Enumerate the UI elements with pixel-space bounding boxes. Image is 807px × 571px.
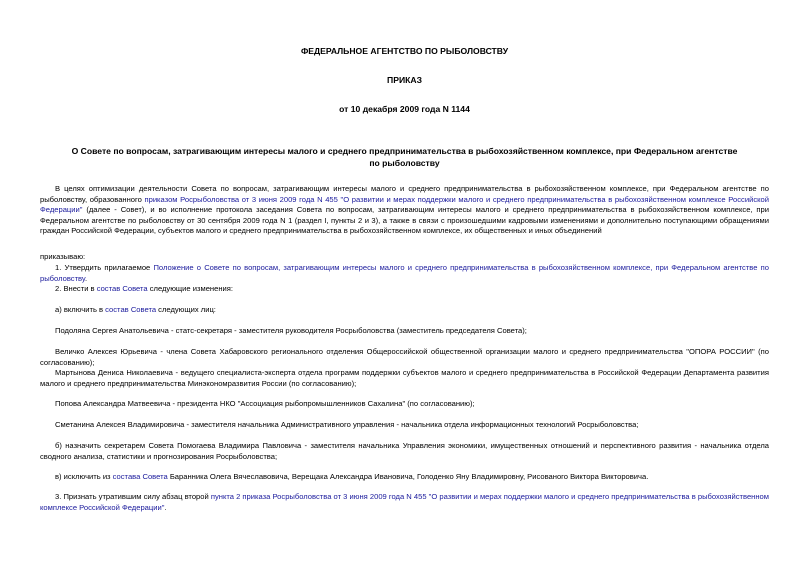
preamble-text-2: (далее - Совет), и во исполнение протокола заседания Совета по вопросам, затрагивающим интересы малого и среднего предпринимательства в рыбохозяйственном комплексе, при Федеральном агентстве по рыболовству от 30 сентября 2009 года N 1 (раздел I, пункты 2 и 3), а также в связи с произошедшими кадровыми изменениями и дополнительно поступающими обращениями граждан Российской Федерации, субъектов малого и среднего предпринимательства в рыбохозяйственном комплексе, их общественных и иных объединений xyxy=(40,205,769,236)
person-podolyan: Подоляна Сергея Анатольевича - статс-секретаря - заместителя руководителя Росрыболовства (заместитель председателя Совета); xyxy=(55,326,527,335)
item-2v xyxy=(40,472,769,483)
item-1 xyxy=(40,263,769,284)
item-2-text-2: следующие изменения: xyxy=(147,284,233,293)
regulation-link[interactable]: Положение о Совете по вопросам, затрагивающим интересы малого и среднего предпринимательства в рыбохозяйственном комплексе, при Федеральном агентстве по рыболовству xyxy=(40,263,769,283)
item-2b: б) назначить секретарем Совета Помогаева Владимира Павловича - заместителя начальника Управления экономики, имущественных отношений и перспективного развития - начальника отдела сводного анализа, статистики и прогнозирования Росрыболовства; xyxy=(40,441,769,461)
item-3-text-1: 3. Признать утратившим силу абзац второй xyxy=(55,492,211,501)
council-composition-link[interactable]: состав Совета xyxy=(105,305,157,314)
item-2a xyxy=(40,305,769,316)
item-2-text-1: 2. Внести в xyxy=(55,284,97,293)
item-3-text-2: . xyxy=(164,502,167,512)
item-2a-text-2: следующих лиц: xyxy=(156,305,216,314)
doc-type: ПРИКАЗ xyxy=(387,75,422,85)
council-composition-link[interactable]: состава Совета xyxy=(112,472,168,481)
council-composition-link[interactable]: состав Совета xyxy=(96,284,148,293)
order-455-link[interactable]: приказом Росрыболовства от 3 июня 2009 года N 455 "О развитии и мерах поддержки малого и среднего предпринимательства в рыбохозяйственном комплексе Российской Федерации" xyxy=(40,194,769,215)
item-2v-text-2: Баранника Олега Вячеславовича, Верещака Александра Ивановича, Голоденко Яну Владимировну, Рисованого Виктора Викторовича. xyxy=(167,472,649,481)
agency-name: ФЕДЕРАЛЬНОЕ АГЕНТСТВО ПО РЫБОЛОВСТВУ xyxy=(300,46,509,56)
order-word: приказываю: xyxy=(40,252,86,261)
item-3 xyxy=(40,492,769,513)
preamble xyxy=(40,184,769,237)
preamble-text-1: В целях оптимизации деятельности Совета по вопросам, затрагивающим интересы малого и среднего предпринимательства в рыбохозяйственном комплексе, при Федеральном агентстве по рыболовству, образованного xyxy=(40,184,769,204)
person-smetanin: Сметанина Алексея Владимировича - заместителя начальника Административного управления - начальника отдела информационных технологий Росрыболовства; xyxy=(55,420,639,429)
item-2 xyxy=(40,284,769,295)
item-1-text-2: . xyxy=(84,273,88,283)
item-1-text-1: 1. Утвердить прилагаемое xyxy=(55,263,154,272)
document-title: О Совете по вопросам, затрагивающим интересы малого и среднего предпринимательства в рыбохозяйственном комплексе, при Федеральном агентстве по рыболовству xyxy=(71,146,738,168)
doc-date-number: от 10 декабря 2009 года N 1144 xyxy=(339,104,470,114)
person-martynov: Мартынова Дениса Николаевича - ведущего специалиста-эксперта отдела программ поддержки субъектов малого и среднего предпринимательства в Российской Федерации Департамента развития малого и среднего предпринимательства Минэкономразвития России (по согласованию); xyxy=(40,368,769,388)
item-2a-text-1: а) включить в xyxy=(55,305,106,314)
person-popov: Попова Александра Матвеевича - президента НКО "Ассоциация рыбопромышленников Сахалина" (по согласованию); xyxy=(55,399,475,408)
order-455-point-2-link[interactable]: пункта 2 приказа Росрыболовства от 3 июня 2009 года N 455 "О развитии и мерах поддержки малого и среднего предпринимательства в рыбохозяйственном комплексе Российской Федерации" xyxy=(40,492,770,512)
person-velichko: Величко Алексея Юрьевича - члена Совета Хабаровского регионального отделения Общероссийской общественной организации малого и среднего предпринимательства "ОПОРА РОССИИ" (по согласованию); xyxy=(40,347,769,367)
item-2v-text-1: в) исключить из xyxy=(55,472,113,481)
